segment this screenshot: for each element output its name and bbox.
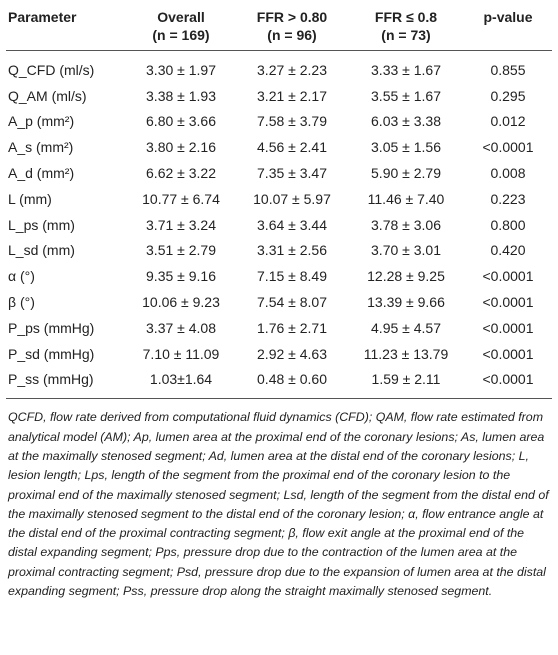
- row-overall: 3.38 ± 1.93: [146, 87, 216, 104]
- row-overall: 3.51 ± 2.79: [146, 242, 216, 259]
- table-header-row: [6, 4, 552, 51]
- row-ffr-high: 3.64 ± 3.44: [257, 216, 327, 233]
- row-overall: 7.10 ± 11.09: [142, 345, 220, 362]
- table-row: [6, 238, 552, 264]
- table-row: [6, 186, 552, 212]
- row-overall: 3.30 ± 1.97: [146, 61, 216, 78]
- header-ffr-high: [236, 4, 348, 51]
- row-overall: 3.80 ± 2.16: [146, 139, 216, 156]
- header-parameter: Parameter: [8, 9, 77, 25]
- table-row: [6, 341, 552, 367]
- row-ffr-high: 3.21 ± 2.17: [257, 87, 327, 104]
- row-ffr-low: 11.23 ± 13.79: [363, 345, 449, 362]
- row-ffr-low: 4.95 ± 4.57: [371, 319, 441, 336]
- row-parameter: L (mm): [8, 190, 52, 207]
- table-row: [6, 367, 552, 393]
- row-ffr-low: 6.03 ± 3.38: [371, 113, 441, 130]
- header-overall: [126, 4, 236, 51]
- table-row: [6, 160, 552, 186]
- row-overall: 3.37 ± 4.08: [146, 319, 216, 336]
- row-parameter: Q_CFD (ml/s): [8, 61, 95, 78]
- row-ffr-high: 7.58 ± 3.79: [257, 113, 327, 130]
- row-overall: 10.06 ± 9.23: [142, 294, 220, 311]
- row-ffr-low: 13.39 ± 9.66: [367, 294, 445, 311]
- row-p-value: <0.0001: [482, 345, 534, 362]
- row-ffr-low: 3.05 ± 1.56: [371, 139, 441, 156]
- header-ffr-low-label: FFR ≤ 0.8: [374, 9, 438, 25]
- row-ffr-high: 0.48 ± 0.60: [257, 371, 327, 388]
- row-ffr-low: 12.28 ± 9.25: [367, 268, 445, 285]
- row-ffr-high: 3.31 ± 2.56: [257, 242, 327, 259]
- row-parameter: A_p (mm²): [8, 113, 75, 130]
- row-parameter: P_sd (mmHg): [8, 345, 95, 362]
- row-p-value: 0.800: [490, 216, 526, 233]
- row-ffr-high: 2.92 ± 4.63: [257, 345, 327, 362]
- row-parameter: A_s (mm²): [8, 139, 74, 156]
- row-ffr-high: 7.15 ± 8.49: [257, 268, 327, 285]
- row-ffr-low: 3.33 ± 1.67: [371, 61, 441, 78]
- table-row: [6, 315, 552, 341]
- row-p-value: <0.0001: [482, 371, 534, 388]
- row-parameter: L_ps (mm): [8, 216, 75, 233]
- row-parameter: α (°): [8, 268, 35, 285]
- table-row: [6, 83, 552, 109]
- row-p-value: 0.855: [490, 61, 526, 78]
- table-row: [6, 109, 552, 135]
- table-row: [6, 51, 552, 83]
- row-ffr-high: 1.76 ± 2.71: [257, 319, 327, 336]
- header-p-value: p-value: [483, 9, 533, 25]
- row-ffr-low: 11.46 ± 7.40: [367, 190, 445, 207]
- row-p-value: <0.0001: [482, 139, 534, 156]
- row-ffr-high: 7.35 ± 3.47: [257, 165, 327, 182]
- row-ffr-low: 3.55 ± 1.67: [371, 87, 441, 104]
- row-ffr-high: 4.56 ± 2.41: [257, 139, 327, 156]
- row-ffr-high: 10.07 ± 5.97: [253, 190, 331, 207]
- header-ffr-low-n: (n = 73): [381, 27, 431, 43]
- table-row: [6, 134, 552, 160]
- row-overall: 6.62 ± 3.22: [146, 165, 216, 182]
- row-p-value: 0.008: [490, 165, 526, 182]
- row-overall: 10.77 ± 6.74: [142, 190, 220, 207]
- row-ffr-low: 1.59 ± 2.11: [371, 371, 441, 388]
- row-overall: 3.71 ± 3.24: [146, 216, 216, 233]
- header-ffr-high-label: FFR > 0.80: [256, 9, 328, 25]
- row-p-value: 0.012: [490, 113, 526, 130]
- results-table: [6, 4, 552, 392]
- row-overall: 1.03±1.64: [149, 371, 213, 388]
- row-ffr-high: 7.54 ± 8.07: [257, 294, 327, 311]
- row-parameter: A_d (mm²): [8, 165, 75, 182]
- table-footnote: QCFD, flow rate derived from computational fluid dynamics (CFD); QAM, flow rate estimated from analytical model (AM); Ap, lumen area at the proximal end of the coronary lesions; As, lumen area at the maximally stenosed segment; Ad, lumen area at the distal end of the coronary lesions; L, lesion length; Lps, length of the segment from the proximal end of the coronary lesion to the proximal end of the maximally stenosed segment; Lsd, length of the segment from the distal end of the maximally stenosed segment to the distal end of the coronary lesion; α, flow entrance angle at the distal end of the proximal contracting segment; β, flow exit angle at the proximal end of the distal expanding segment; Pps, pressure drop due to the contraction of the lumen area at the proximal contracting segment; Psd, pressure drop due to the expansion of lumen area at the distal expanding segment; Pss, pressure drop along the straight maximally stenosed segment.: [8, 410, 549, 599]
- row-parameter: L_sd (mm): [8, 242, 75, 259]
- row-ffr-low: 3.78 ± 3.06: [371, 216, 441, 233]
- row-ffr-low: 5.90 ± 2.79: [371, 165, 441, 182]
- table-body: [6, 51, 552, 393]
- row-ffr-low: 3.70 ± 3.01: [371, 242, 441, 259]
- row-parameter: P_ss (mmHg): [8, 371, 94, 388]
- row-parameter: P_ps (mmHg): [8, 319, 95, 336]
- header-ffr-high-n: (n = 96): [267, 27, 317, 43]
- row-p-value: 0.223: [490, 190, 526, 207]
- header-ffr-low: [348, 4, 464, 51]
- row-p-value: <0.0001: [482, 294, 534, 311]
- table-row: [6, 289, 552, 315]
- row-parameter: Q_AM (ml/s): [8, 87, 87, 104]
- row-parameter: β (°): [8, 294, 35, 311]
- row-ffr-high: 3.27 ± 2.23: [257, 61, 327, 78]
- row-p-value: 0.295: [490, 87, 526, 104]
- header-overall-n: (n = 169): [152, 27, 210, 43]
- table-row: [6, 212, 552, 238]
- table-row: [6, 263, 552, 289]
- header-overall-label: Overall: [157, 9, 205, 25]
- row-p-value: <0.0001: [482, 319, 534, 336]
- row-p-value: 0.420: [490, 242, 526, 259]
- row-p-value: <0.0001: [482, 268, 534, 285]
- row-overall: 6.80 ± 3.66: [146, 113, 216, 130]
- row-overall: 9.35 ± 9.16: [146, 268, 216, 285]
